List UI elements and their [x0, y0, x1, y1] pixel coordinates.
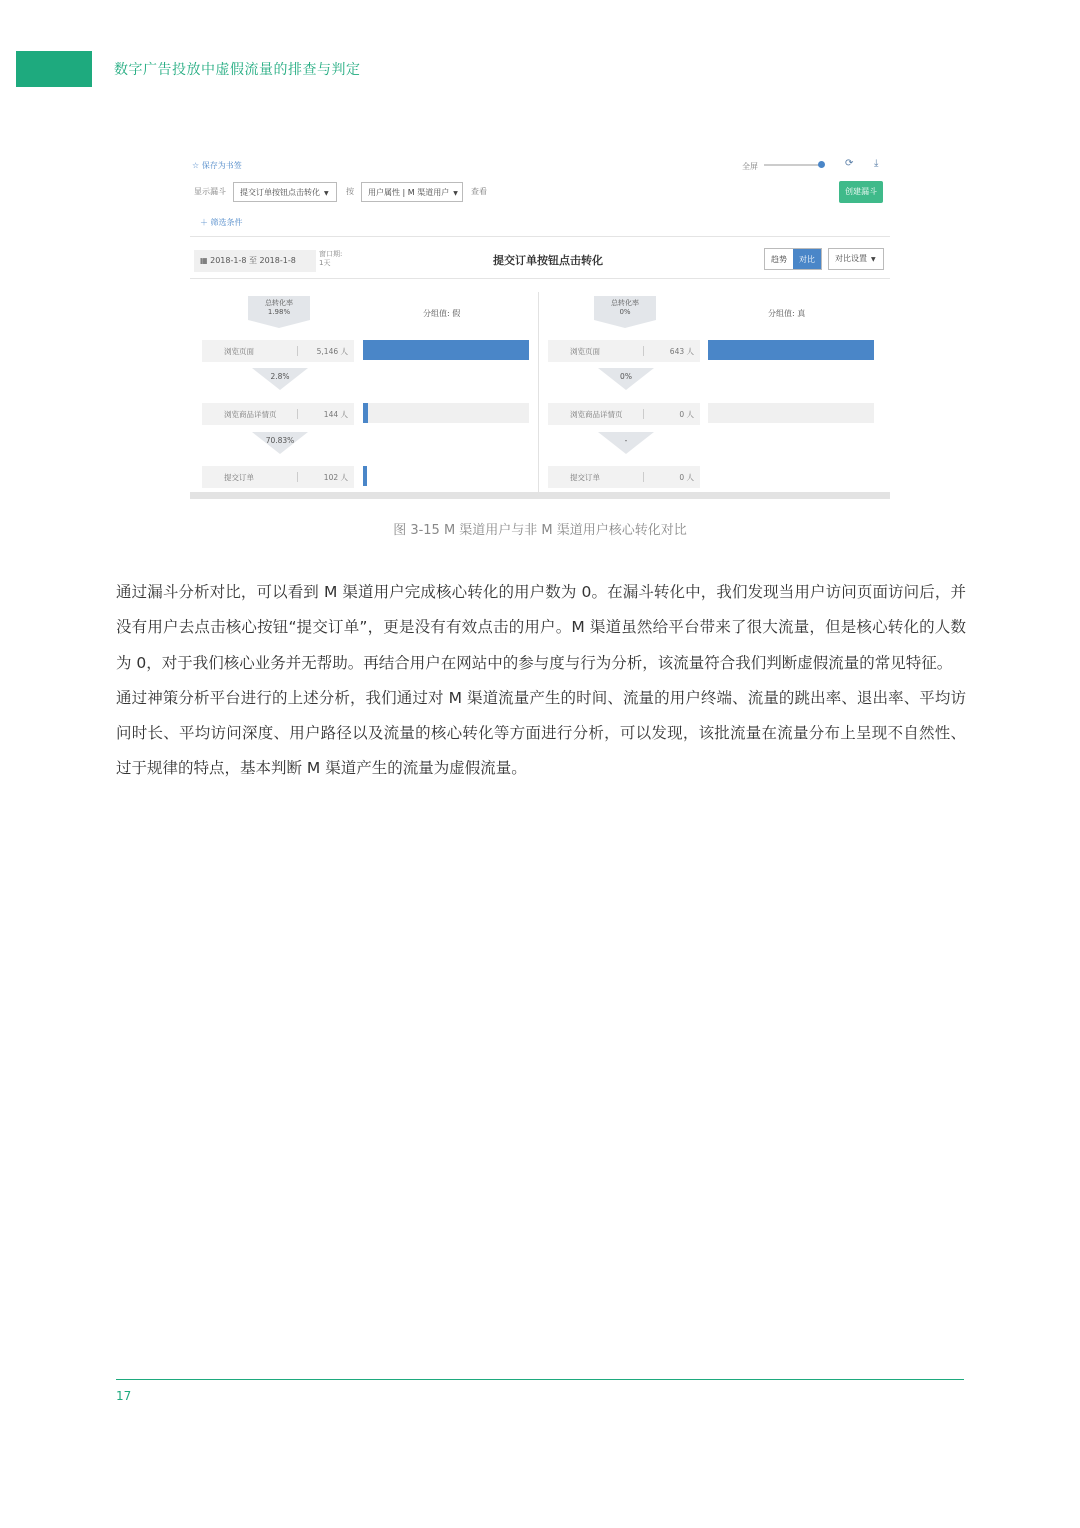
step-bar-fill [363, 340, 529, 360]
conversion-arrow [598, 368, 654, 392]
divider [190, 236, 890, 237]
scrollbar[interactable] [190, 492, 890, 499]
plus-icon: ＋ [200, 218, 208, 227]
funnel-step [202, 340, 354, 362]
add-filter-label: 筛选条件 [210, 218, 243, 227]
conversion-rate: 2.8% [270, 372, 290, 381]
funnel-step [202, 466, 354, 488]
step-bar [708, 403, 874, 423]
window-period [319, 250, 342, 268]
paragraph: 通过漏斗分析对比，可以看到 M 渠道用户完成核心转化的用户数为 0。在漏斗转化中，我们发现当用户访问页面访问后，并没有用户去点击核心按钮“提交订单”，更是没有有效点击的用户。M 渠道虽然给平台带来了很大流量，但是核心转化的人数为 0，对于我们核心业务并无帮助。再结合用户在网站中的参与度与行为分析，该流量符合我们判断虚假流量的常见特征。 [116, 583, 966, 672]
window-value: 1天 [319, 259, 331, 267]
step-name: 浏览页面 [224, 347, 254, 356]
bookmark-link[interactable]: ☆ 保存为书签 [192, 161, 242, 170]
step-name: 浏览页面 [570, 347, 600, 356]
conversion-rate: 70.83% [265, 436, 295, 445]
step-count: 643 人 [669, 347, 694, 356]
zoom-slider-handle[interactable] [818, 161, 825, 168]
conversion-rate: - [624, 436, 628, 445]
conversion-arrow [252, 368, 308, 392]
body-text [116, 575, 966, 787]
step-bar [363, 403, 529, 423]
compare-settings-label: 对比设置 [835, 254, 867, 263]
header-title: 数字广告投放中虚假流量的排查与判定 [114, 62, 361, 78]
total-rate-label: 总转化率 [611, 299, 639, 307]
conversion-arrow [598, 432, 654, 456]
group-label: 分组值: 真 [768, 309, 806, 318]
total-rate-value: 0% [619, 308, 631, 316]
funnel-step [548, 340, 700, 362]
funnel-step [548, 403, 700, 425]
page-number: 17 [116, 1389, 132, 1403]
group-select-value: 用户属性 | M 渠道用户 [368, 188, 450, 197]
zoom-label: 全屏 [742, 162, 758, 171]
total-rate-label: 总转化率 [265, 299, 293, 307]
date-range-picker[interactable] [194, 250, 316, 272]
funnel-select-value: 提交订单按钮点击转化 [240, 188, 320, 197]
conversion-rate: 0% [620, 372, 632, 381]
step-count: 0 人 [679, 410, 694, 419]
funnel-step [202, 403, 354, 425]
bookmark-label: 保存为书签 [201, 161, 242, 170]
chart-title: 提交订单按钮点击转化 [493, 254, 603, 267]
by-label: 按 [346, 187, 354, 196]
compare-settings-select[interactable] [828, 248, 884, 270]
chevron-down-icon: ▼ [453, 190, 458, 197]
chevron-down-icon: ▼ [871, 256, 876, 263]
step-count: 144 人 [323, 410, 348, 419]
step-name: 提交订单 [570, 473, 600, 482]
funnel-screenshot [190, 150, 890, 500]
divider [190, 278, 890, 279]
step-bar-fill [363, 403, 368, 423]
add-filter-button[interactable] [200, 217, 243, 228]
paragraph: 通过神策分析平台进行的上述分析，我们通过对 M 渠道流量产生的时间、流量的用户终端、流量的跳出率、退出率、平均访问时长、平均访问深度、用户路径以及流量的核心转化等方面进行分析，可以发现，该批流量在流量分布上呈现不自然性、过于规律的特点，基本判断 M 渠道产生的流量为虚假流量。 [116, 688, 966, 778]
download-icon[interactable]: ⤓ [874, 158, 879, 169]
header-accent-block [16, 51, 92, 87]
step-count: 0 人 [679, 473, 694, 482]
footer-rule [116, 1379, 964, 1380]
step-name: 提交订单 [224, 473, 254, 482]
step-bar [708, 340, 874, 360]
funnel-step [548, 466, 700, 488]
view-toggle [764, 248, 822, 270]
figure-caption: 图 3-15 M 渠道用户与非 M 渠道用户核心转化对比 [393, 523, 687, 538]
zoom-slider[interactable] [764, 164, 822, 166]
calendar-icon: ▦ [200, 256, 208, 265]
group-label: 分组值: 假 [423, 309, 461, 318]
date-range-value: 2018-1-8 至 2018-1-8 [210, 256, 296, 265]
total-rate-value: 1.98% [267, 308, 291, 316]
funnel-select[interactable] [233, 182, 337, 202]
step-bar-fill [363, 466, 367, 486]
panel-divider [538, 292, 539, 492]
funnel-label: 显示漏斗 [194, 187, 226, 196]
window-label: 窗口期: [319, 250, 343, 258]
total-rate-box [594, 296, 656, 328]
step-name: 浏览商品详情页 [224, 410, 277, 419]
step-count: 102 人 [323, 473, 348, 482]
chevron-down-icon: ▼ [324, 190, 329, 197]
conversion-arrow [252, 432, 308, 456]
group-select[interactable] [361, 182, 463, 202]
step-bar [363, 340, 529, 360]
create-funnel-button[interactable]: 创建漏斗 [839, 181, 883, 203]
step-bar [363, 466, 529, 486]
tab-compare[interactable]: 对比 [793, 249, 821, 269]
view-label: 查看 [471, 187, 487, 196]
step-count: 5,146 人 [316, 347, 348, 356]
total-rate-box [248, 296, 310, 328]
step-name: 浏览商品详情页 [570, 410, 623, 419]
tab-trend[interactable]: 趋势 [771, 255, 787, 264]
step-bar [708, 466, 874, 486]
step-bar-fill [708, 340, 874, 360]
refresh-icon[interactable]: ⟳ [845, 158, 854, 169]
